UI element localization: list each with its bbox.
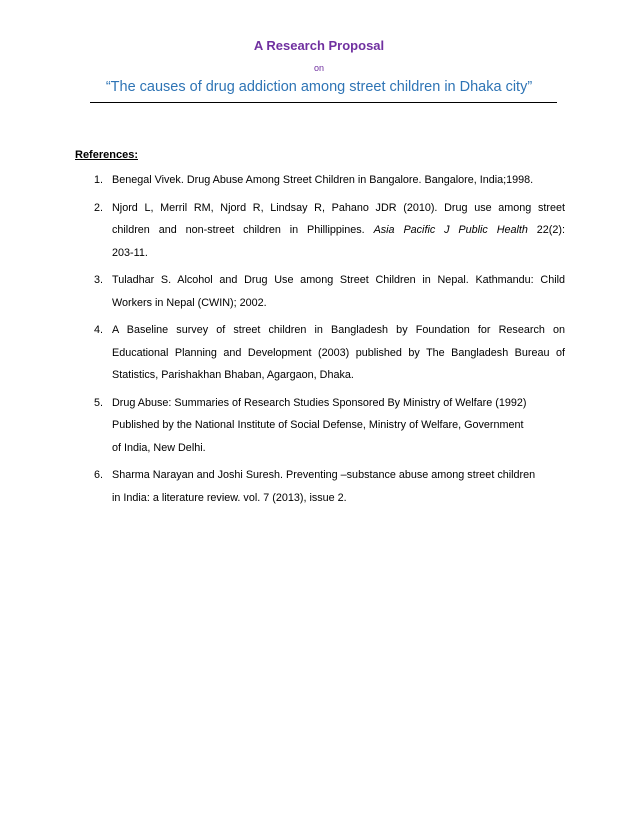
reference-text: 203-11. [112,246,148,259]
reference-item-4 [94,319,565,387]
reference-number: 2. [94,201,104,214]
reference-text: of India, New Delhi. [112,441,206,454]
reference-text: Tuladhar S. Alcohol and Drug Use among Street Children in Nepal. Kathmandu: Child [112,274,565,286]
reference-text-segment: 22(2): [527,224,565,236]
proposal-subtitle: “The causes of drug addiction among street children in Dhaka city” [105,79,533,95]
header-divider [90,102,557,103]
reference-text: Workers in Nepal (CWIN); 2002. [112,296,267,309]
reference-item-5 [94,392,565,460]
reference-number: 1. [94,174,104,186]
reference-text: in India: a literature review. vol. 7 (2013), issue 2. [112,491,347,504]
reference-text: Njord L, Merril RM, Njord R, Lindsay R, Pahano JDR (2010). Drug use among street [112,201,565,214]
references-list [94,169,565,514]
reference-number: 3. [94,274,104,286]
reference-item-3 [94,269,565,314]
references-heading: References: [75,149,138,161]
reference-text: Statistics, Parishakhan Bhaban, Agargaon, Dhaka. [112,369,354,381]
reference-number: 5. [94,396,104,409]
reference-text-line [112,219,565,242]
reference-text: Benegal Vivek. Drug Abuse Among Street Children in Bangalore. Bangalore, India;1998. [112,174,534,186]
reference-item-6 [94,464,565,509]
reference-item-2 [94,197,565,265]
reference-text: Educational Planning and Development (2003) published by The Bangladesh Bureau of [112,346,565,359]
journal-name: Asia Pacific J Public Health [373,224,528,236]
reference-text: Sharma Narayan and Joshi Suresh. Preventing –substance abuse among street children [112,469,536,481]
reference-text: Drug Abuse: Summaries of Research Studies Sponsored By Ministry of Welfare (1992) [112,396,527,409]
proposal-on-label: on [313,63,324,73]
reference-text: Published by the National Institute of Social Defense, Ministry of Welfare, Government [112,419,524,431]
reference-text-segment: children and non-street children in Phillippines. [112,224,374,236]
proposal-title: A Research Proposal [253,38,385,53]
reference-item-1 [94,169,565,192]
reference-text: A Baseline survey of street children in Bangladesh by Foundation for Research on [112,324,565,336]
reference-number: 6. [94,469,104,481]
reference-number: 4. [94,324,104,336]
